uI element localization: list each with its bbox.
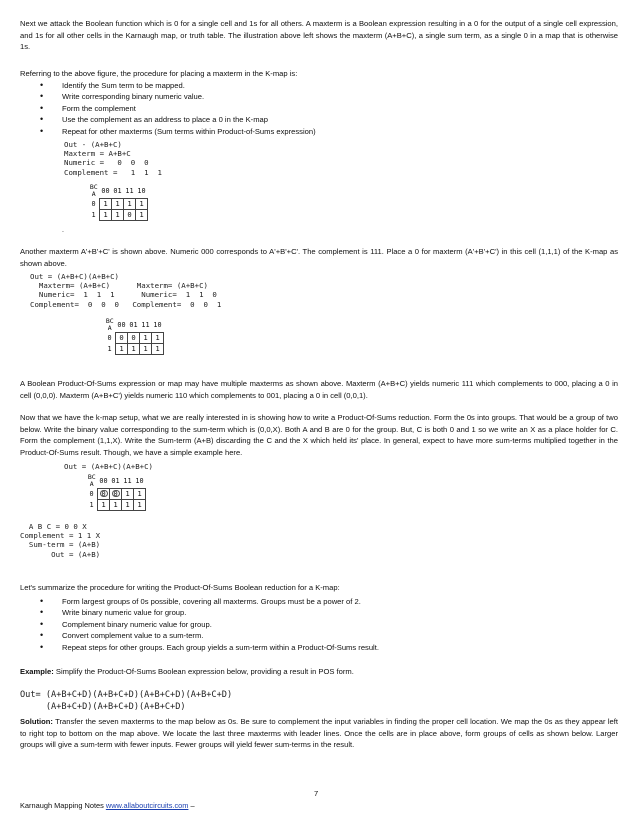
solution-text: Transfer the seven maxterms to the map below as 0s. Be sure to complement the input variables in finding the proper cell location. We map the 0s as they appear left to right top to bottom on the map above. We locate the last three maxterms with leader lines. Once the cells are in place above, form groups of cells as shown below. Larger groups will give a sum-term with fewer inputs. Fewer groups will yield fewer sum-terms in the result.	[20, 717, 618, 750]
kmap-cell: 1	[112, 198, 124, 209]
kmap-row-header: 0	[89, 489, 94, 498]
kmap-row-header: 0	[91, 199, 96, 208]
list-item: • Use the complement as an address to place a 0 in the K-map	[40, 114, 600, 125]
solution-paragraph	[20, 716, 618, 751]
kmap-col-header: 01	[111, 476, 120, 485]
list-item: • Complement binary numeric value for group.	[40, 619, 600, 630]
reduction-paragraph: Now that we have the k-map setup, what we are really interested in is showing how to write a Product-Of-Sums reduction. Form the 0s into groups. That would be a group of two below. Write the binary value corresponding to the sum-term which is (0,0,X). Both A and B are 0 for the group. But, C is both 0 and 1 so we write an X as a place holder for C. Form the complement (1,1,X). Write the Sum-term (A+B) discarding the C and the X which held its' place. In general, expect to have more sum-terms multiplied together in the Product-Of-Sums result. Though, we have a simple example here.	[20, 413, 618, 457]
kmap-row-header: 1	[107, 344, 112, 353]
list-item: • Write binary numeric value for group.	[40, 607, 600, 618]
kmap-col-header: 10	[137, 186, 146, 195]
kmap-cell: 0	[124, 209, 136, 220]
figure-2-equations: Out = (A+B+C)(A+B+C) Maxterm= (A+B+C) Maxterm= (A+B+C) Numeric= 1 1 1 Numeric= 1 1 0 Complement= 0 0 0 Complement= 0 0 1	[30, 272, 222, 309]
maxterm-paragraph: Another maxterm A'+B'+C' is shown above. Numeric 000 corresponds to A'+B'+C'. The complement is 111. Place a 0 for maxterm (A'+B'+C') in this cell (1,1,1) of the K-map as shown above.	[20, 247, 618, 268]
list-item: • Repeat for other maxterms (Sum terms within Product-of-Sums expression)	[40, 126, 600, 137]
kmap-cell: 1	[110, 499, 122, 510]
kmap-cell: 0	[116, 332, 128, 343]
kmap-cell: 1	[124, 198, 136, 209]
kmap-col-header: 00	[101, 186, 110, 195]
footer-link[interactable]: www.allaboutcircuits.com	[105, 801, 189, 810]
kmap-col-header: 10	[153, 320, 162, 329]
kmap-cell: 1	[140, 343, 152, 354]
kmap-col-header: 01	[129, 320, 138, 329]
list-item: • Form the complement	[40, 103, 600, 114]
kmap-cell: 1	[112, 209, 124, 220]
kmap-col-header: 10	[135, 476, 144, 485]
example-paragraph	[20, 666, 618, 678]
example-label: Example:	[20, 667, 54, 676]
kmap-cell: 1	[122, 488, 134, 499]
kmap-cell: 1	[136, 209, 148, 220]
kmap-col-header: 11	[141, 320, 150, 329]
kmap-cell: 1	[134, 499, 146, 510]
kmap-col-header: 11	[123, 476, 132, 485]
kmap-cell: 1	[100, 209, 112, 220]
procedure-intro: Referring to the above figure, the procedure for placing a maxterm in the K-map is:	[20, 69, 298, 78]
kmap-cell: 1	[128, 343, 140, 354]
figure-2-kmap	[104, 318, 164, 355]
kmap-cell: 1	[140, 332, 152, 343]
figure-3-output: Out = (A+B+C)(A+B+C)	[64, 462, 153, 471]
example-equation: Out= (A+B+C+D)(A+B+C+D)(A+B+C+D)(A+B+C+D) (A+B+C+D)(A+B+C+D)(A+B+C+D)	[20, 689, 233, 712]
solution-label: Solution:	[20, 717, 53, 726]
list-item: • Write corresponding binary numeric value.	[40, 91, 600, 102]
kmap-col-header: 00	[117, 320, 126, 329]
kmap-cell: 1	[122, 499, 134, 510]
page-number: 7	[314, 789, 319, 798]
list-item: • Identify the Sum term to be mapped.	[40, 80, 600, 91]
kmap-cell: 1	[116, 343, 128, 354]
pos-paragraph: A Boolean Product-Of-Sums expression or map may have multiple maxterms as shown above. Maxterm (A+B+C) yields numeric 111 which complements to 000, placing a 0 in cell (0,0,0). Maxterm (A+B+C') yields numeric 110 which complements to 001, placing a 0 in cell (0,0,1).	[20, 379, 618, 400]
kmap-cell: 1	[152, 332, 164, 343]
kmap-cell: 0	[128, 332, 140, 343]
kmap-cell: 1	[100, 198, 112, 209]
kmap-cell: 0	[110, 488, 122, 499]
footer-suffix: –	[188, 801, 195, 810]
kmap-cell: 1	[136, 198, 148, 209]
figure-3-equations: A B C = 0 0 X Complement = 1 1 X Sum-term = (A+B) Out = (A+B)	[20, 522, 101, 559]
list-item: • Convert complement value to a sum-term.	[40, 630, 600, 641]
kmap-cell: 1	[98, 499, 110, 510]
summary-list	[40, 596, 600, 653]
summary-intro: Let's summarize the procedure for writing the Product-Of-Sums Boolean reduction for a K-map:	[20, 583, 340, 592]
example-text: Simplify the Product-Of-Sums Boolean expression below, providing a result in POS form.	[53, 667, 354, 676]
kmap-row-header: 0	[107, 333, 112, 342]
kmap-row-header: 1	[91, 210, 96, 219]
kmap-col-header: 00	[99, 476, 108, 485]
intro-paragraph: Next we attack the Boolean function which is 0 for a single cell and 1s for all others. A maxterm is a Boolean expression resulting in a 0 for the output of a single cell expression, and 1s for all other cells in the Karnaugh map, or truth table. The illustration above left shows the maxterm (A+B+C), a single sum term, as a single 0 in a map that is otherwise 1s.	[20, 19, 618, 52]
kmap-col-header: 11	[125, 186, 134, 195]
page-footer	[20, 801, 195, 810]
stray-mark: .	[62, 227, 64, 234]
kmap-corner: BC A	[89, 183, 98, 198]
kmap-row-header: 1	[89, 500, 94, 509]
kmap-cell: 1	[134, 488, 146, 499]
footer-prefix: Karnaugh Mapping Notes	[20, 801, 106, 810]
list-item: • Form largest groups of 0s possible, covering all maxterms. Groups must be a power of 2.	[40, 596, 600, 607]
kmap-col-header: 01	[113, 186, 122, 195]
figure-1-equations: Out - (A+B+C) Maxterm = A+B+C Numeric = 0 0 0 Complement = 1 1 1	[64, 140, 162, 177]
figure-1-kmap	[88, 184, 148, 221]
procedure-list	[40, 80, 600, 137]
list-item: • Repeat steps for other groups. Each group yields a sum-term within a Product-Of-Sums result.	[40, 642, 600, 653]
kmap-cell: 1	[152, 343, 164, 354]
kmap-corner: BC A	[87, 473, 96, 488]
kmap-cell: 0	[98, 488, 110, 499]
kmap-corner: BC A	[105, 317, 114, 332]
figure-3-kmap	[86, 474, 146, 511]
